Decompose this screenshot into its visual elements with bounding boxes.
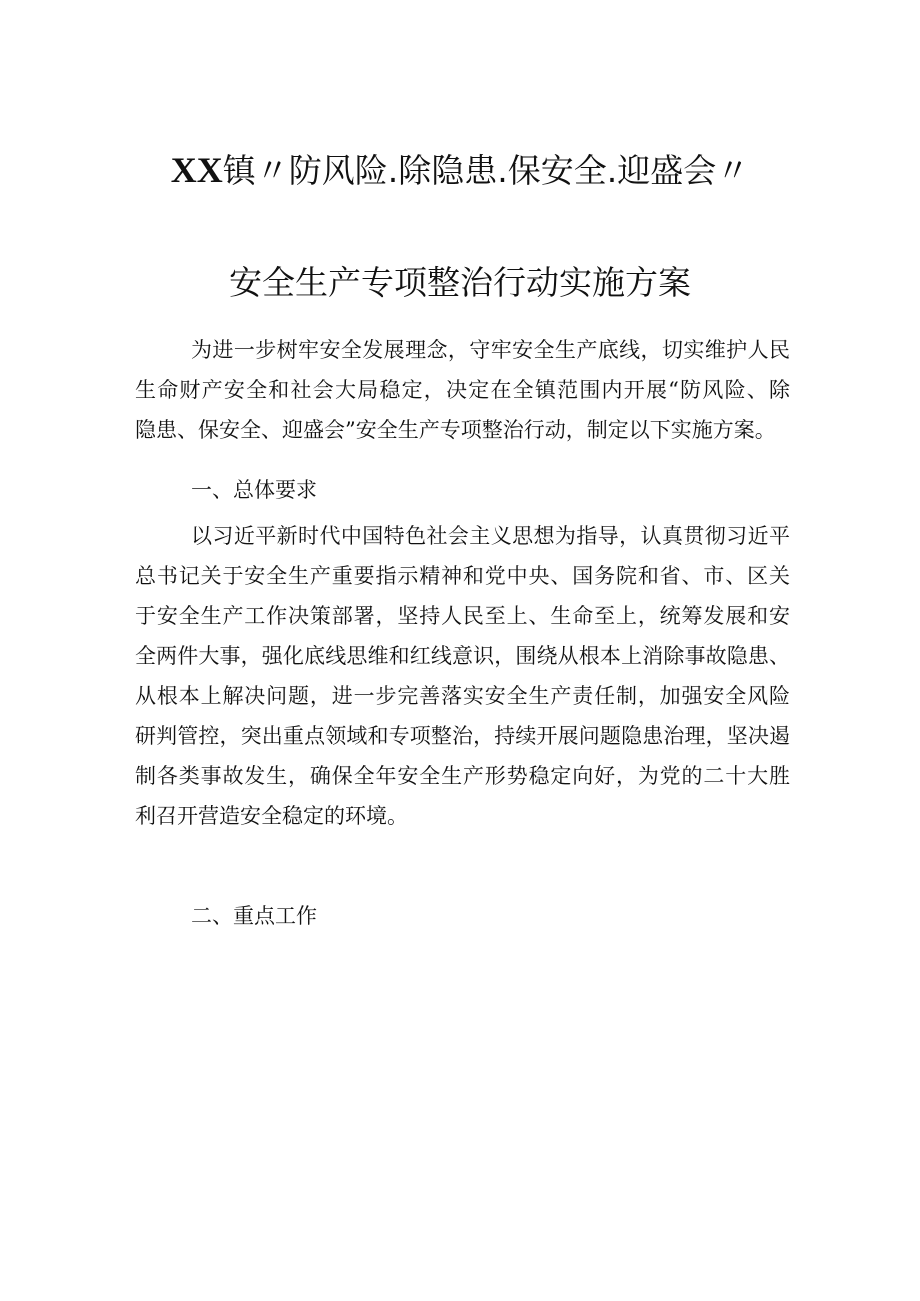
section-heading-key-work: 二、重点工作: [191, 904, 317, 928]
document-title-line-1: [0, 150, 920, 191]
document-title-line-2: 安全生产专项整治行动实施方案: [229, 263, 691, 302]
paragraph-line: 于安全生产工作决策部署，坚持人民至上、生命至上，统筹发展和安: [135, 604, 790, 628]
title-prefix: XX: [170, 150, 223, 190]
paragraph-line: 利召开营造安全稳定的环境。: [135, 804, 408, 828]
paragraph-line: 从根本上解决问题，进一步完善落实安全生产责任制，加强安全风险: [135, 684, 790, 708]
title-line-1-text: 镇〃防风险.除隐患.保安全.迎盛会〃: [222, 151, 750, 190]
paragraph-line: 以习近平新时代中国特色社会主义思想为指导，认真贯彻习近平: [191, 524, 790, 548]
general-requirements-paragraph: [135, 516, 790, 836]
intro-paragraph: [135, 330, 790, 450]
paragraph-line: 为进一步树牢安全发展理念，守牢安全生产底线，切实维护人民: [191, 338, 790, 362]
paragraph-line: 全两件大事，强化底线思维和红线意识，围绕从根本上消除事故隐患、: [135, 644, 790, 668]
paragraph-line: 总书记关于安全生产重要指示精神和党中央、国务院和省、市、区关: [135, 564, 790, 588]
paragraph-line: 研判管控，突出重点领域和专项整治，持续开展问题隐患治理，坚决遏: [135, 724, 790, 748]
paragraph-line: 隐患、保安全、迎盛会”安全生产专项整治行动，制定以下实施方案。: [135, 418, 776, 442]
paragraph-line: 制各类事故发生，确保全年安全生产形势稳定向好，为党的二十大胜: [135, 764, 790, 788]
paragraph-line: 生命财产安全和社会大局稳定，决定在全镇范围内开展“防风险、除: [135, 378, 790, 402]
section-heading-general-requirements: 一、总体要求: [191, 478, 317, 502]
